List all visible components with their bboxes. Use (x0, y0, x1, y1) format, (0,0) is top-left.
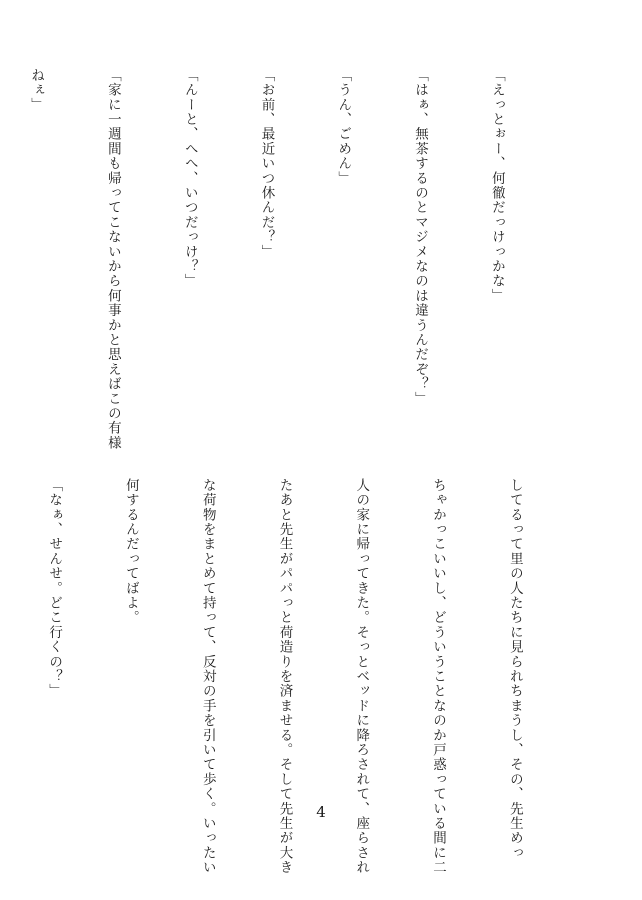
text-column: 「うん、ごめん」 (335, 68, 352, 186)
text-column: ちゃかっこいいし、どういうことなのか戸惑っている間に二 (430, 478, 447, 875)
text-column: たあと先生がパパっと荷造りを済ませる。そして先生が大き (276, 478, 293, 875)
text-column: 「んーと、へへ、いつだっけ？」 (181, 68, 198, 289)
text-column: 「えっとぉー、何徹だっけっかな」 (488, 68, 505, 304)
text-column: 人の家に帰ってきた。そっとベッドに降ろされて、座らされ (353, 478, 370, 875)
text-column: 何するんだってばよ。 (122, 478, 139, 625)
page-number: 4 (316, 803, 326, 821)
text-column: 「はぁ、無茶するのとマジメなのは違うんだぞ？」 (412, 68, 429, 407)
text-column: 「なぁ、せんせ。どこ行くの？」 (46, 478, 63, 699)
upper-text-block (0, 68, 560, 451)
lower-text-block (0, 478, 578, 875)
text-column: ねぇ」 (28, 68, 45, 113)
text-column: 「お前、最近いつ休んだ？」 (258, 68, 275, 260)
text-column: 「家に一週間も帰ってこないから何事かと思えばこの有様 (104, 68, 121, 451)
text-column: してるって里の人たちに見られちまうし、その、先生めっ (506, 478, 523, 861)
text-column: な荷物をまとめて持って、反対の手を引いて歩く。いったい (199, 478, 216, 875)
